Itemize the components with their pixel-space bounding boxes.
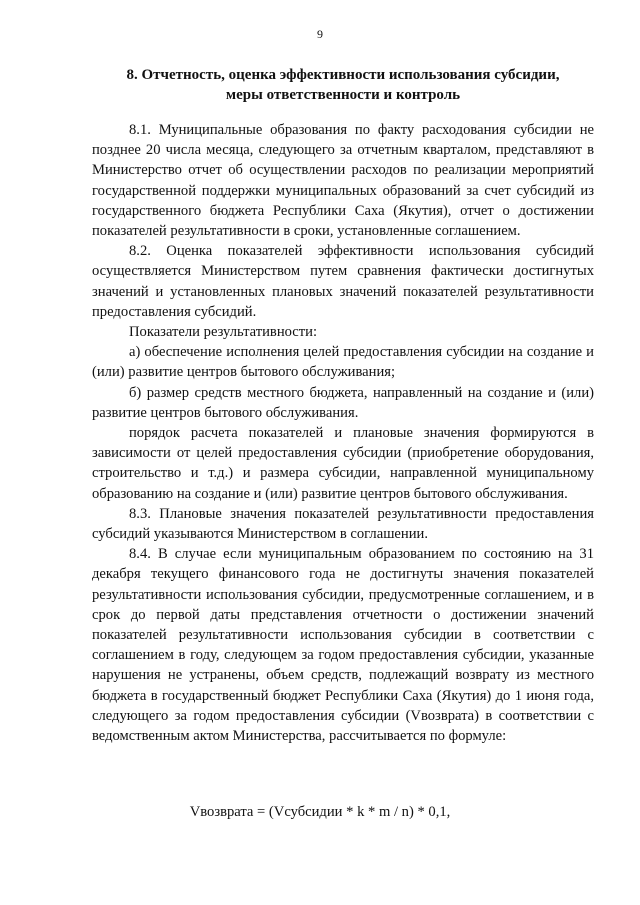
paragraph-8-1: 8.1. Муниципальные образования по факту расходования субсидии не позднее 20 числа месяца, следующего за отчетным кварталом, представляют в Министерство отчет об осуществлении расходов по реализации мероприятий государственной поддержки муниципальных образований за счет субсидий из государственного бюджета Республики Саха (Якутия), отчет о достижении показателей результативности в сроки, установленные соглашением. xyxy=(92,122,594,240)
section-heading-line-1: 8. Отчетность, оценка эффективности использования субсидии, xyxy=(126,67,560,83)
section-heading-line-2: меры ответственности и контроль xyxy=(225,87,461,103)
paragraph-8-3: 8.3. Плановые значения показателей результативности предоставления субсидий указываются Министерством в соглашении. xyxy=(92,505,594,543)
paragraph-8-2: 8.2. Оценка показателей эффективности использования субсидий осуществляется Министерством путем сравнения фактически достигнутых значений и установленных плановых значений показателей результативности предоставления субсидий. xyxy=(92,243,594,320)
paragraph-8-4: 8.4. В случае если муниципальным образованием по состоянию на 31 декабря текущего финансового года не достигнуты значения показателей результативности использования субсидии, предусмотренные соглашением, и в срок до первой даты представления отчетности о достижении значений показателей результативности использования субсидии в соответствии с соглашением в году, следующем за годом предоставления субсидии, указанные нарушения не устранены, объем средств, подлежащий возврату из местного бюджета в государственный бюджет Республики Саха (Якутия) до 1 июня года, следующего за годом предоставления субсидии (Vвозврата) в соответствии с ведомственным актом Министерства, рассчитывается по формуле: xyxy=(92,546,594,745)
return-formula: Vвозврата = (Vсубсидии * k * m / n) * 0,1, xyxy=(189,804,451,820)
paragraph-calculation-order: порядок расчета показателей и плановые значения формируются в зависимости от целей предоставления субсидии (приобретение оборудования, строительство и т.д.) и размера субсидии, направленной муниципальному образованию на создание и (или) развитие центров бытового обслуживания. xyxy=(92,425,594,502)
paragraph-indicators-intro: Показатели результативности: xyxy=(129,324,318,341)
section-body xyxy=(92,120,594,746)
section-heading xyxy=(92,65,594,105)
paragraph-indicator-a: а) обеспечение исполнения целей предоставления субсидии на создание и (или) развитие центров бытового обслуживания; xyxy=(92,344,594,381)
paragraph-indicator-b: б) размер средств местного бюджета, направленный на создание и (или) развитие центров бытового обслуживания. xyxy=(92,384,594,421)
page-number: 9 xyxy=(317,27,323,41)
